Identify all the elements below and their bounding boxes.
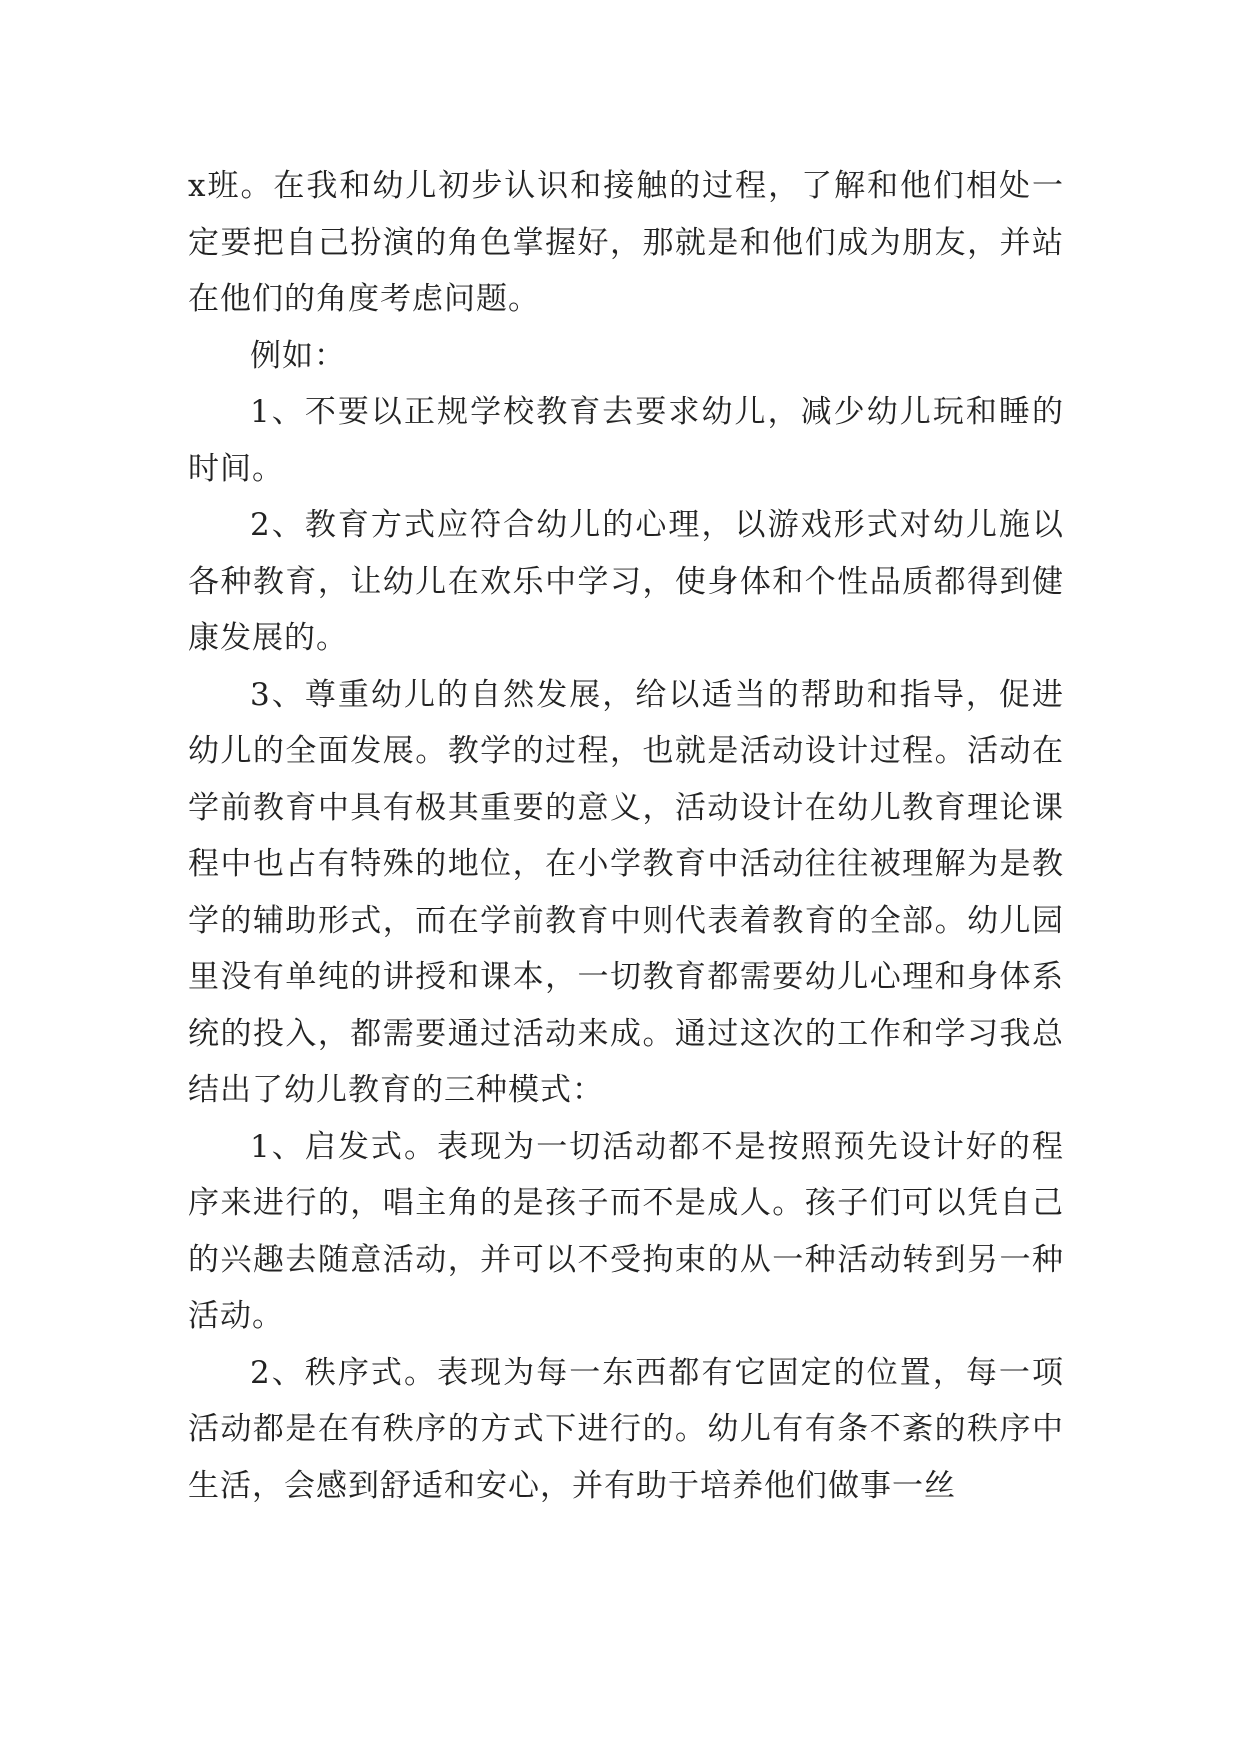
paragraph-intro: x班。在我和幼儿初步认识和接触的过程，了解和他们相处一定要把自己扮演的角色掌握好，那就是和他们成为朋友，并站在他们的角度考虑问题。 <box>188 168 1064 317</box>
paragraph-mode-heuristic: 1、启发式。表现为一切活动都不是按照预先设计好的程序来进行的，唱主角的是孩子而不是成人。孩子们可以凭自己的兴趣去随意活动，并可以不受拘束的从一种活动转到另一种活动。 <box>188 1128 1064 1334</box>
paragraph-point-1: 1、不要以正规学校教育去要求幼儿，减少幼儿玩和睡的时间。 <box>188 394 1064 487</box>
paragraph-point-2: 2、教育方式应符合幼儿的心理，以游戏形式对幼儿施以各种教育，让幼儿在欢乐中学习，使身体和个性品质都得到健康发展的。 <box>188 507 1064 656</box>
paragraph-point-3: 3、尊重幼儿的自然发展，给以适当的帮助和指导，促进幼儿的全面发展。教学的过程，也就是活动设计过程。活动在学前教育中具有极其重要的意义，活动设计在幼儿教育理论课程中也占有特殊的地位，在小学教育中活动往往被理解为是教学的辅助形式，而在学前教育中则代表着教育的全部。幼儿园里没有单纯的讲授和课本，一切教育都需要幼儿心理和身体系统的投入，都需要通过活动来成。通过这次的工作和学习我总结出了幼儿教育的三种模式： <box>188 676 1064 1108</box>
document-body <box>188 158 1064 1514</box>
paragraph-mode-order: 2、秩序式。表现为每一东西都有它固定的位置，每一项活动都是在有秩序的方式下进行的。幼儿有有条不紊的秩序中生活，会感到舒适和安心，并有助于培养他们做事一丝 <box>188 1354 1064 1504</box>
paragraph-example-heading: 例如： <box>250 337 346 374</box>
